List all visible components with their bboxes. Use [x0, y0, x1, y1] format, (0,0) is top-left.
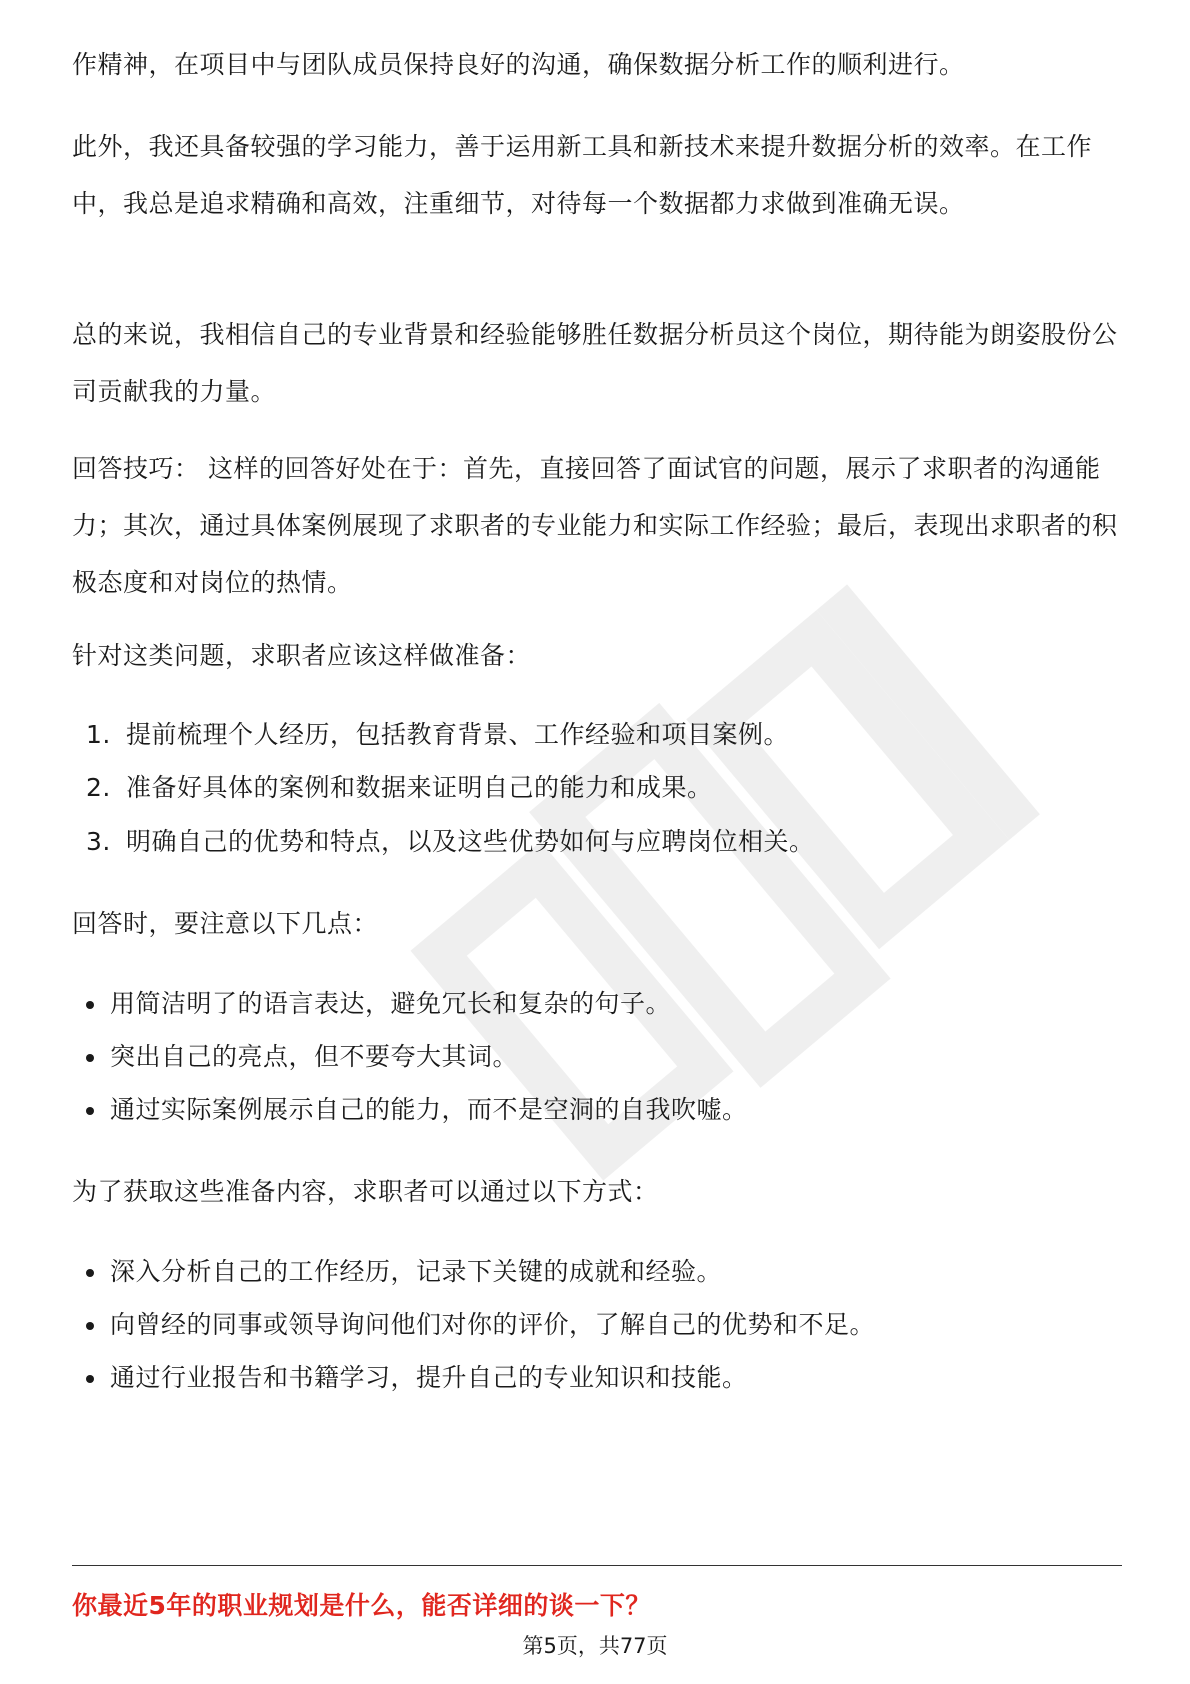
- list-item-text: 用简洁明了的语言表达，避免冗长和复杂的句子。: [110, 989, 672, 1018]
- list-item-text: 明确自己的优势和特点，以及这些优势如何与应聘岗位相关。: [126, 827, 815, 856]
- paragraph-teamwork: 作精神，在项目中与团队成员保持良好的沟通，确保数据分析工作的顺利进行。: [72, 50, 965, 79]
- paragraph-attention-intro: 回答时，要注意以下几点：: [72, 909, 379, 938]
- list-item: [72, 1361, 1102, 1395]
- paragraph-summary: 总的来说，我相信自己的专业背景和经验能够胜任数据分析员这个岗位，期待能为朗姿股份公司贡献我的力量。: [72, 320, 1118, 406]
- list-item: [72, 1093, 1102, 1127]
- bullet-icon: [86, 1054, 94, 1062]
- bullet-icon: [86, 1269, 94, 1277]
- paragraph-source-intro: 为了获取这些准备内容，求职者可以通过以下方式：: [72, 1177, 659, 1206]
- list-item: [86, 825, 1116, 859]
- list-item-text: 通过行业报告和书籍学习，提升自己的专业知识和技能。: [110, 1363, 748, 1392]
- list-item-text: 准备好具体的案例和数据来证明自己的能力和成果。: [126, 773, 713, 802]
- bullet-icon: [86, 1322, 94, 1330]
- document-page: [72, 0, 1122, 1684]
- list-item-text: 提前梳理个人经历，包括教育背景、工作经验和项目案例。: [126, 720, 790, 749]
- list-item-text: 突出自己的亮点，但不要夸大其词。: [110, 1042, 519, 1071]
- page-number: 第5页，共77页: [522, 1634, 668, 1658]
- next-question-heading: 你最近5年的职业规划是什么，能否详细的谈一下？: [72, 1591, 651, 1620]
- list-item: [72, 1040, 1102, 1074]
- list-item: [72, 987, 1102, 1021]
- list-item: [86, 718, 1116, 752]
- list-item-text: 向曾经的同事或领导询问他们对你的评价，了解自己的优势和不足。: [110, 1310, 876, 1339]
- paragraph-learning: 此外，我还具备较强的学习能力，善于运用新工具和新技术来提升数据分析的效率。在工作中，我总是追求精确和高效，注重细节，对待每一个数据都力求做到准确无误。: [72, 132, 1093, 218]
- list-item-text: 深入分析自己的工作经历，记录下关键的成就和经验。: [110, 1257, 723, 1286]
- paragraph-prep-intro: 针对这类问题，求职者应该这样做准备：: [72, 641, 532, 670]
- list-item: [72, 1255, 1102, 1289]
- bullet-icon: [86, 1107, 94, 1115]
- list-number: 3.: [86, 827, 111, 856]
- list-number: 2.: [86, 773, 111, 802]
- list-item: [72, 1308, 1102, 1342]
- bullet-icon: [86, 1001, 94, 1009]
- list-number: 1.: [86, 720, 111, 749]
- section-divider: [72, 1565, 1122, 1566]
- list-item-text: 通过实际案例展示自己的能力，而不是空洞的自我吹嘘。: [110, 1095, 748, 1124]
- list-item: [86, 771, 1116, 805]
- paragraph-answer-tips: 回答技巧： 这样的回答好处在于：首先，直接回答了面试官的问题，展示了求职者的沟通能力；其次，通过具体案例展现了求职者的专业能力和实际工作经验；最后，表现出求职者的积极态度和对岗位的热情。: [72, 454, 1118, 597]
- bullet-icon: [86, 1375, 94, 1383]
